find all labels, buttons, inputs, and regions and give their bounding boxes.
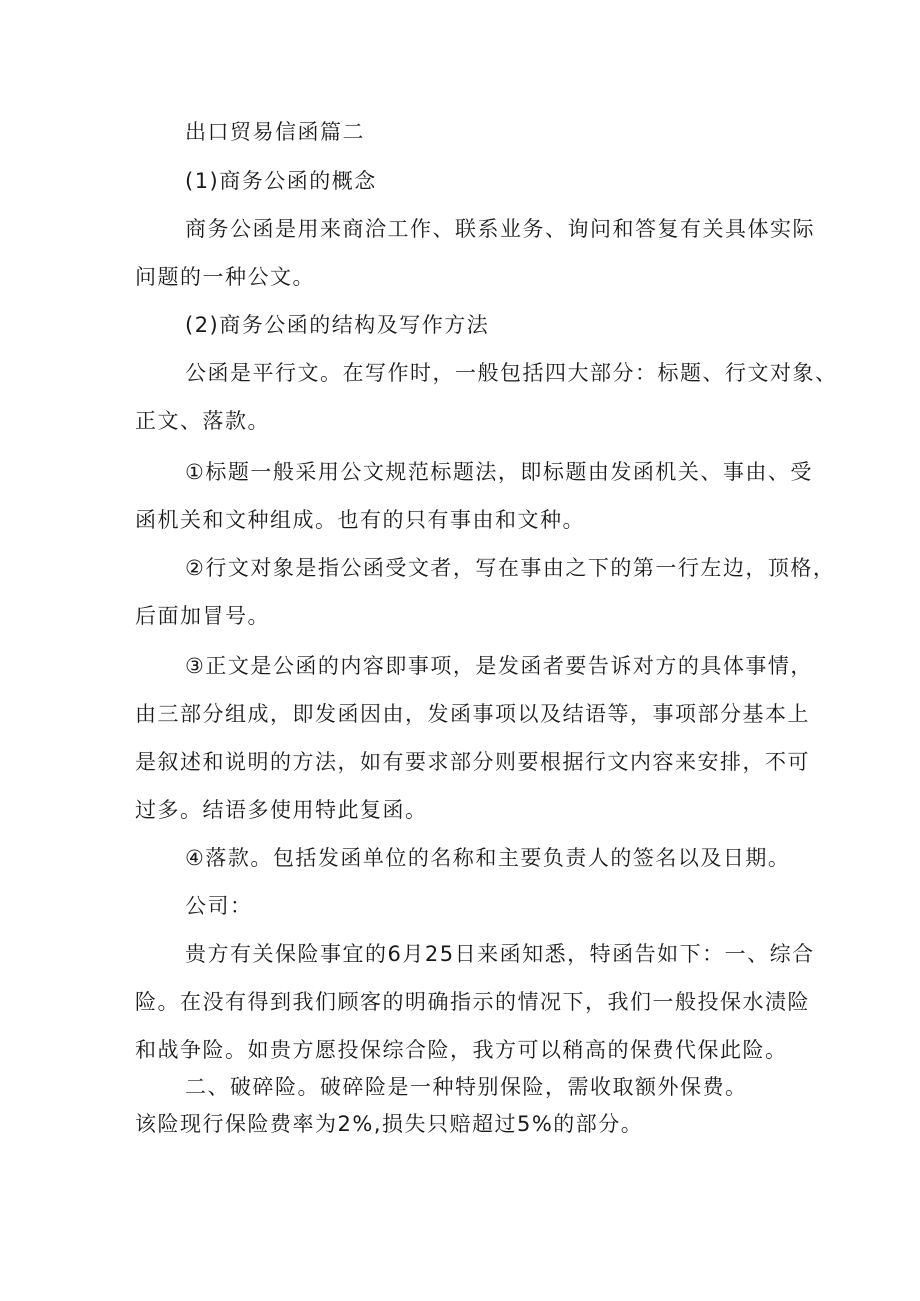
- item1-line2: 函机关和文种组成。也有的只有事由和文种。: [135, 508, 585, 532]
- letter-para-line2: 险。在没有得到我们顾客的明确指示的情况下，我们一般投保水渍险: [135, 990, 810, 1014]
- salutation: 公司：: [185, 894, 253, 918]
- item3-line4: 过多。结语多使用特此复函。: [135, 798, 428, 822]
- letter-item2: 二、破碎险。破碎险是一种特别保险，需收取额外保费。: [185, 1075, 748, 1099]
- section2-heading: (2)商务公函的结构及写作方法: [185, 313, 490, 337]
- document-title: 出口贸易信函篇二: [185, 120, 365, 144]
- letter-para-line1: 贵方有关保险事宜的6月25日来函知悉，特函告如下：一、综合: [185, 942, 815, 966]
- section2-para-line2: 正文、落款。: [135, 409, 270, 433]
- section1-para-line2: 问题的一种公文。: [135, 265, 315, 289]
- item2-line1: ②行文对象是指公函受文者，写在事由之下的第一行左边，顶格，: [185, 556, 836, 580]
- item2-line2: 后面加冒号。: [135, 604, 270, 628]
- item1-line1: ①标题一般采用公文规范标题法，即标题由发函机关、事由、受: [185, 460, 813, 484]
- letter-item2-cont: 该险现行保险费率为2%,损失只赔超过5%的部分。: [135, 1112, 644, 1136]
- item3-line1: ③正文是公函的内容即事项，是发函者要告诉对方的具体事情，: [185, 654, 813, 678]
- item4-line: ④落款。包括发函单位的名称和主要负责人的签名以及日期。: [185, 846, 791, 870]
- letter-para-line3: 和战争险。如贵方愿投保综合险，我方可以稍高的保费代保此险。: [135, 1038, 788, 1062]
- section2-para-line1: 公函是平行文。在写作时，一般包括四大部分：标题、行文对象、: [185, 361, 838, 385]
- section1-para-line1: 商务公函是用来商洽工作、联系业务、询问和答复有关具体实际: [185, 217, 815, 241]
- item3-line3: 是叙述和说明的方法，如有要求部分则要根据行文内容来安排，不可: [135, 750, 810, 774]
- item3-line2: 由三部分组成，即发函因由，发函事项以及结语等，事项部分基本上: [135, 702, 810, 726]
- section1-heading: (1)商务公函的概念: [185, 169, 377, 193]
